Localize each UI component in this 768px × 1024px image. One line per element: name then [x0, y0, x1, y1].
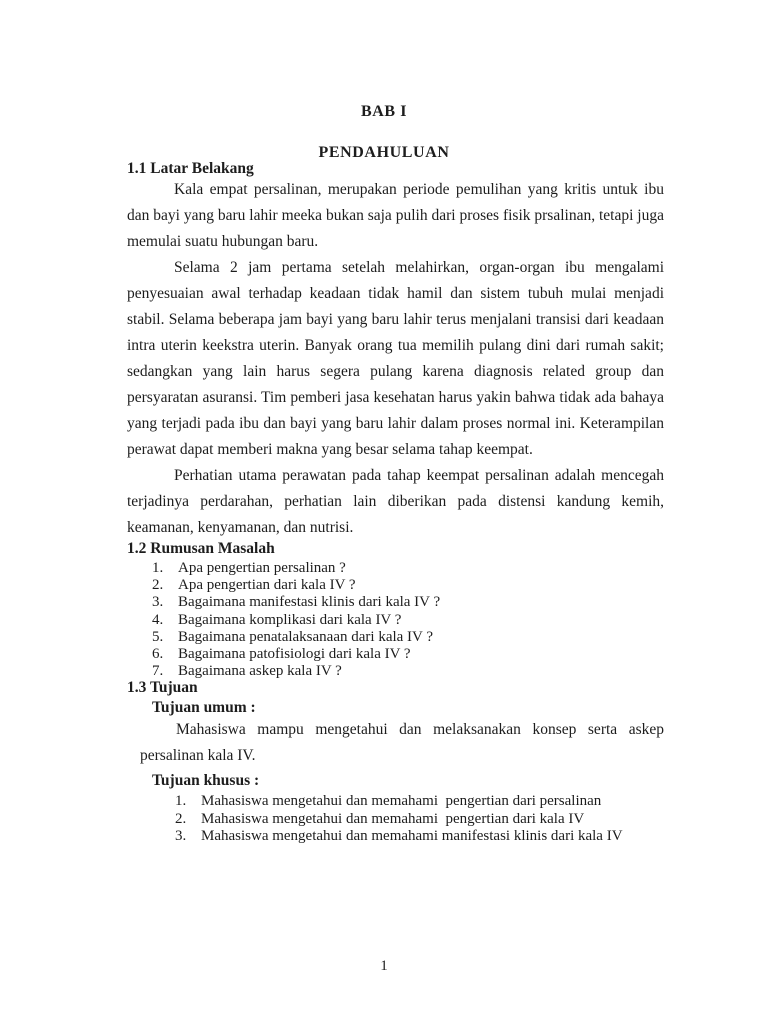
tujuan-khusus-list [150, 793, 664, 845]
rumusan-list-item [152, 560, 664, 577]
rumusan-list-item [152, 646, 664, 663]
tujuan-umum-label: Tujuan umum : [152, 699, 256, 717]
paragraph-latar-belakang-2: Selama 2 jam pertama setelah melahirkan, organ-organ ibu mengalami penyesuaian awal terhadap keadaan tidak hamil dan sistem tubuh mulai menjadi stabil. Selama beberapa jam bayi yang baru lahir terus menjalani transisi dari keadaan intra uterin keekstra uterin. Banyak orang tua memilih pulang dini dari rumah sakit; sedangkan yang lain harus segera pulang karena diagnosis related group dan persyaratan asuransi. Tim pemberi jasa kesehatan harus yakin bahwa tidak ada bahaya yang terjadi pada ibu dan bayi yang baru lahir dalam proses normal ini. Keterampilan perawat dapat memberi makna yang besar selama tahap keempat. [127, 259, 664, 458]
tujuan-khusus-item [175, 811, 664, 828]
rumusan-list-item-text: Bagaimana manifestasi klinis dari kala IV ? [178, 594, 441, 611]
rumusan-list-item-text: Bagaimana penatalaksanaan dari kala IV ? [178, 628, 434, 645]
page-number: 1 [380, 958, 388, 974]
rumusan-list-item-text: Bagaimana komplikasi dari kala IV ? [178, 611, 402, 628]
rumusan-list-item-text: Bagaimana patofisiologi dari kala IV ? [178, 646, 411, 663]
paragraph-latar-belakang-3: Perhatian utama perawatan pada tahap keempat persalinan adalah mencegah terjadinya perdarahan, perhatian lain diberikan pada distensi kandung kemih, keamanan, kenyamanan, dan nutrisi. [127, 467, 664, 536]
chapter-title: BAB I [360, 103, 408, 120]
paragraph-latar-belakang-1: Kala empat persalinan, merupakan periode pemulihan yang kritis untuk ibu dan bayi yang baru lahir meeka bukan saja pulih dari proses fisik prsalinan, tetapi juga memulai suatu hubungan baru. [127, 181, 664, 250]
rumusan-list-item-text: Bagaimana askep kala IV ? [178, 663, 342, 680]
rumusan-list-item [152, 663, 664, 680]
tujuan-khusus-item-text: Mahasiswa mengetahui dan memahami pengertian dari kala IV [201, 810, 585, 827]
tujuan-khusus-item-text: Mahasiswa mengetahui dan memahami manifestasi klinis dari kala IV [201, 827, 623, 844]
rumusan-list-item [152, 612, 664, 629]
tujuan-khusus-item [175, 828, 664, 845]
tujuan-khusus-item-text: Mahasiswa mengetahui dan memahami pengertian dari persalinan [201, 793, 602, 810]
section-heading-tujuan: 1.3 Tujuan [127, 679, 198, 697]
page-content [127, 161, 664, 845]
section-heading-rumusan-masalah: 1.2 Rumusan Masalah [127, 540, 275, 557]
rumusan-masalah-list [127, 560, 664, 680]
chapter-subtitle: PENDAHULUAN [318, 144, 450, 161]
tujuan-khusus-label: Tujuan khusus : [152, 772, 260, 790]
section-heading-latar-belakang: 1.1 Latar Belakang [127, 160, 254, 177]
rumusan-list-item [152, 577, 664, 594]
tujuan-khusus-item [175, 793, 664, 810]
rumusan-list-item [152, 629, 664, 646]
rumusan-list-item-text: Apa pengertian persalinan ? [178, 560, 346, 576]
rumusan-list-item-text: Apa pengertian dari kala IV ? [178, 577, 356, 594]
rumusan-list-item [152, 594, 664, 611]
tujuan-umum-paragraph: Mahasiswa mampu mengetahui dan melaksanakan konsep serta askep persalinan kala IV. [140, 721, 664, 765]
